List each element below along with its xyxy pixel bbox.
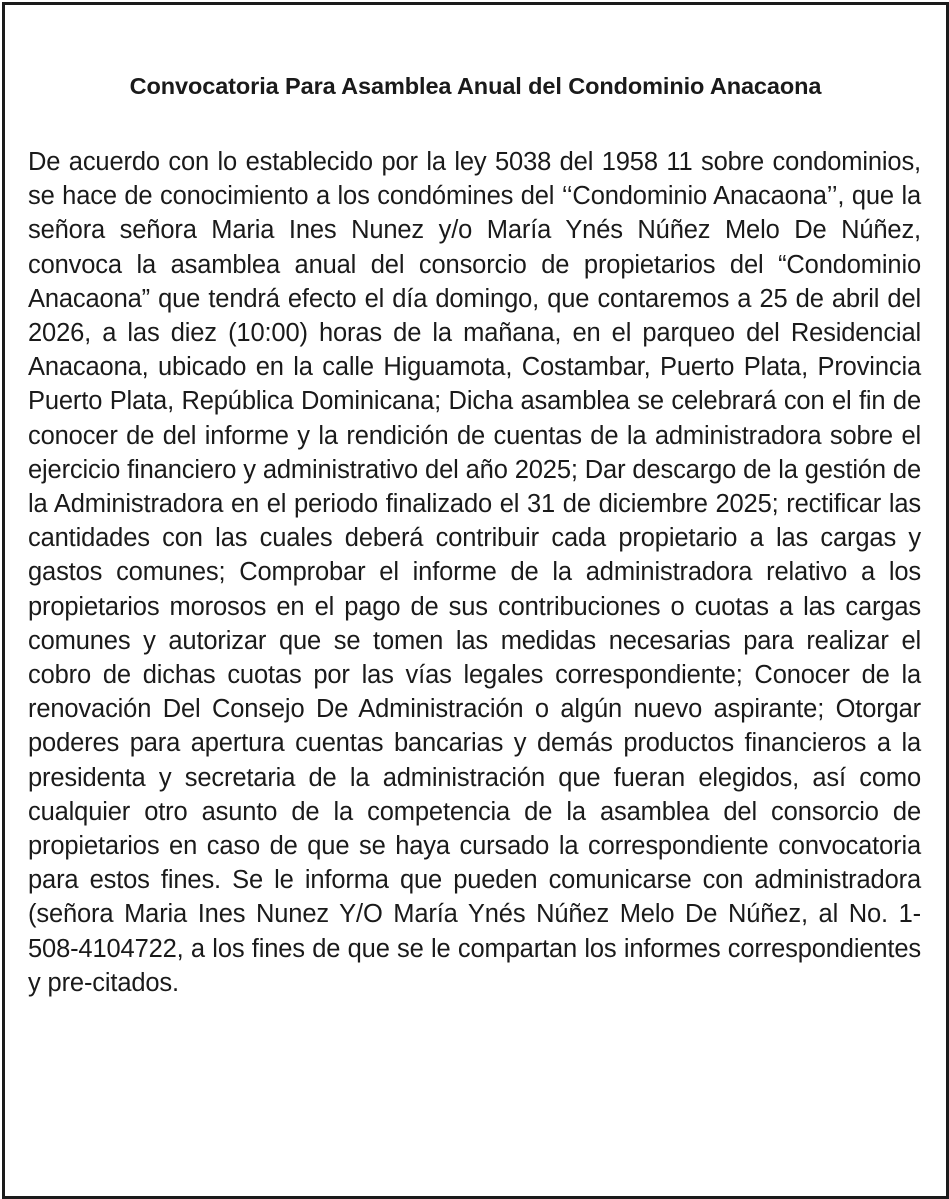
notice-title: Convocatoria Para Asamblea Anual del Condominio Anacaona	[129, 73, 822, 99]
notice-frame	[2, 2, 949, 1199]
notice-body: De acuerdo con lo establecido por la ley 5038 del 1958 11 sobre condominios, se hace de conocimiento a los condómines del ‘‘Condominio Anacaona’’, que la señora señora Maria Ines Nunez y/o María Ynés Núñez Melo De Núñez, convoca la asamblea anual del consorcio de propietarios del “Condominio Anacaona” que tendrá efecto el día domingo, que contaremos a 25 de abril del 2026, a las diez (10:00) horas de la mañana, en el parqueo del Residencial Anacaona, ubicado en la calle Higuamota, Costambar, Puerto Plata, Provincia Puerto Plata, República Dominicana; Dicha asamblea se celebrará con el fin de conocer de del informe y la rendición de cuentas de la administradora sobre el ejercicio financiero y administrativo del año 2025; Dar descargo de la gestión de la Administradora en el periodo finalizado el 31 de diciembre 2025; rectificar las cantidades con las cuales deberá contribuir cada propietario a las cargas y gastos comunes; Comprobar el informe de la administradora relativo a los propietarios morosos en el pago de sus contribuciones o cuotas a las cargas comunes y autorizar que se tomen las medidas necesarias para realizar el cobro de dichas cuotas por las vías legales correspondiente; Conocer de la renovación Del Consejo De Administración o algún nuevo aspirante; Otorgar poderes para apertura cuentas bancarias y demás productos financieros a la presidenta y secretaria de la administración que fueran elegidos, así como cualquier otro asunto de la competencia de la asamblea del consorcio de propietarios en caso de que se haya cursado la correspondiente convocatoria para estos fines. Se le informa que pueden comunicarse con administradora (señora Maria Ines Nunez Y/O María Ynés Núñez Melo De Núñez, al No. 1-508-4104722, a los fines de que se le compartan los informes correspondientes y pre-citados.	[28, 148, 921, 997]
